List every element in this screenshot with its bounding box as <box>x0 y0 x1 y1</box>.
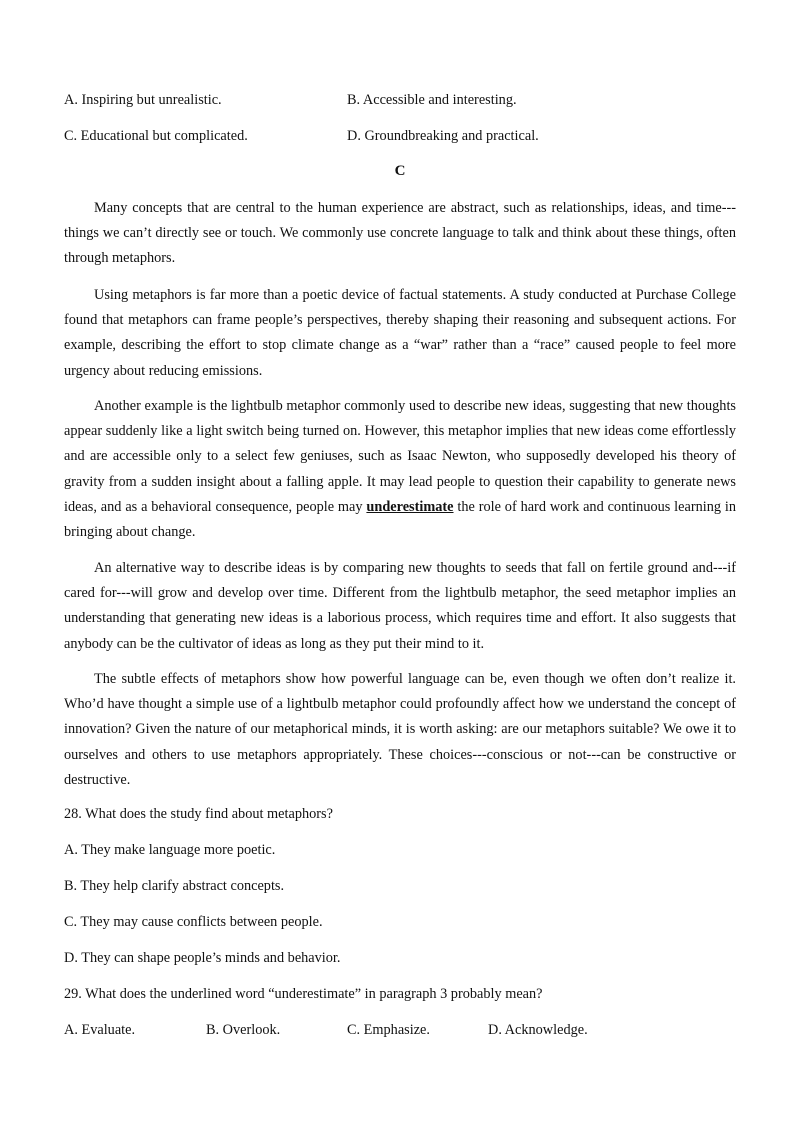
paragraph-3 <box>64 394 736 545</box>
question-29-stem: 29. What does the underlined word “underestimate” in paragraph 3 probably mean? <box>64 986 543 1002</box>
paragraph-2: Using metaphors is far more than a poetic device of factual statements. A study conducted at Purchase College found that metaphors can frame people’s perspectives, thereby shaping their reasoning and subsequent actions. For example, describing the effort to stop climate change as a “war” rather than a “race” caused people to feel more urgency about reducing emissions. <box>64 287 736 379</box>
underlined-word: underestimate <box>366 498 454 515</box>
option-b: B. Accessible and interesting. <box>347 92 517 108</box>
question-28-option-a: A. They make language more poetic. <box>64 842 276 858</box>
paragraph-4: An alternative way to describe ideas is by comparing new thoughts to seeds that fall on fertile ground and---if cared for---will grow and develop over time. Different from the lightbulb metaphor, the seed metaphor implies an understanding that generating new ideas is a laborious process, which requires time and effort. It also suggests that anybody can be the cultivator of ideas as long as they put their mind to it. <box>64 560 736 652</box>
question-29-option-b: B. Overlook. <box>206 1022 281 1038</box>
paragraph-3-text-after: the role of hard work and continuous learning in bringing about change. <box>64 498 737 541</box>
section-label: C <box>394 163 406 179</box>
question-28-option-c: C. They may cause conflicts between people. <box>64 914 323 930</box>
paragraph-5: The subtle effects of metaphors show how powerful language can be, even though we often don’t realize it. Who’d have thought a simple use of a lightbulb metaphor could profoundly affect how we understand the concept of innovation? Given the nature of our metaphorical minds, it is worth asking: are our metaphors suitable? We owe it to ourselves and others to use metaphors appropriately. These choices---conscious or not---can be constructive or destructive. <box>64 671 736 788</box>
paragraph-1: Many concepts that are central to the human experience are abstract, such as relationships, ideas, and time---things we can’t directly see or touch. We commonly use concrete language to talk and think about these things, often through metaphors. <box>64 200 736 267</box>
question-29-option-d: D. Acknowledge. <box>488 1022 588 1038</box>
paragraph-3-text-before: Another example is the lightbulb metaphor commonly used to describe new ideas, suggesting that new thoughts appear suddenly like a light switch being turned on. However, this metaphor implies that new ideas come effortlessly and are accessible only to a select few geniuses, such as Isaac Newton, who supposedly developed his theory of gravity from a sudden insight about a falling apple. It may lead people to question their capability to generate news ideas, and as a behavioral consequence, people may <box>64 398 736 515</box>
question-28-option-d: D. They can shape people’s minds and behavior. <box>64 950 341 966</box>
question-28-stem: 28. What does the study find about metaphors? <box>64 806 333 822</box>
option-a: A. Inspiring but unrealistic. <box>64 92 222 108</box>
question-29-option-a: A. Evaluate. <box>64 1022 136 1038</box>
question-29-option-c: C. Emphasize. <box>347 1022 430 1038</box>
question-28-option-b: B. They help clarify abstract concepts. <box>64 878 285 894</box>
option-c: C. Educational but complicated. <box>64 128 248 144</box>
option-d: D. Groundbreaking and practical. <box>347 128 539 144</box>
